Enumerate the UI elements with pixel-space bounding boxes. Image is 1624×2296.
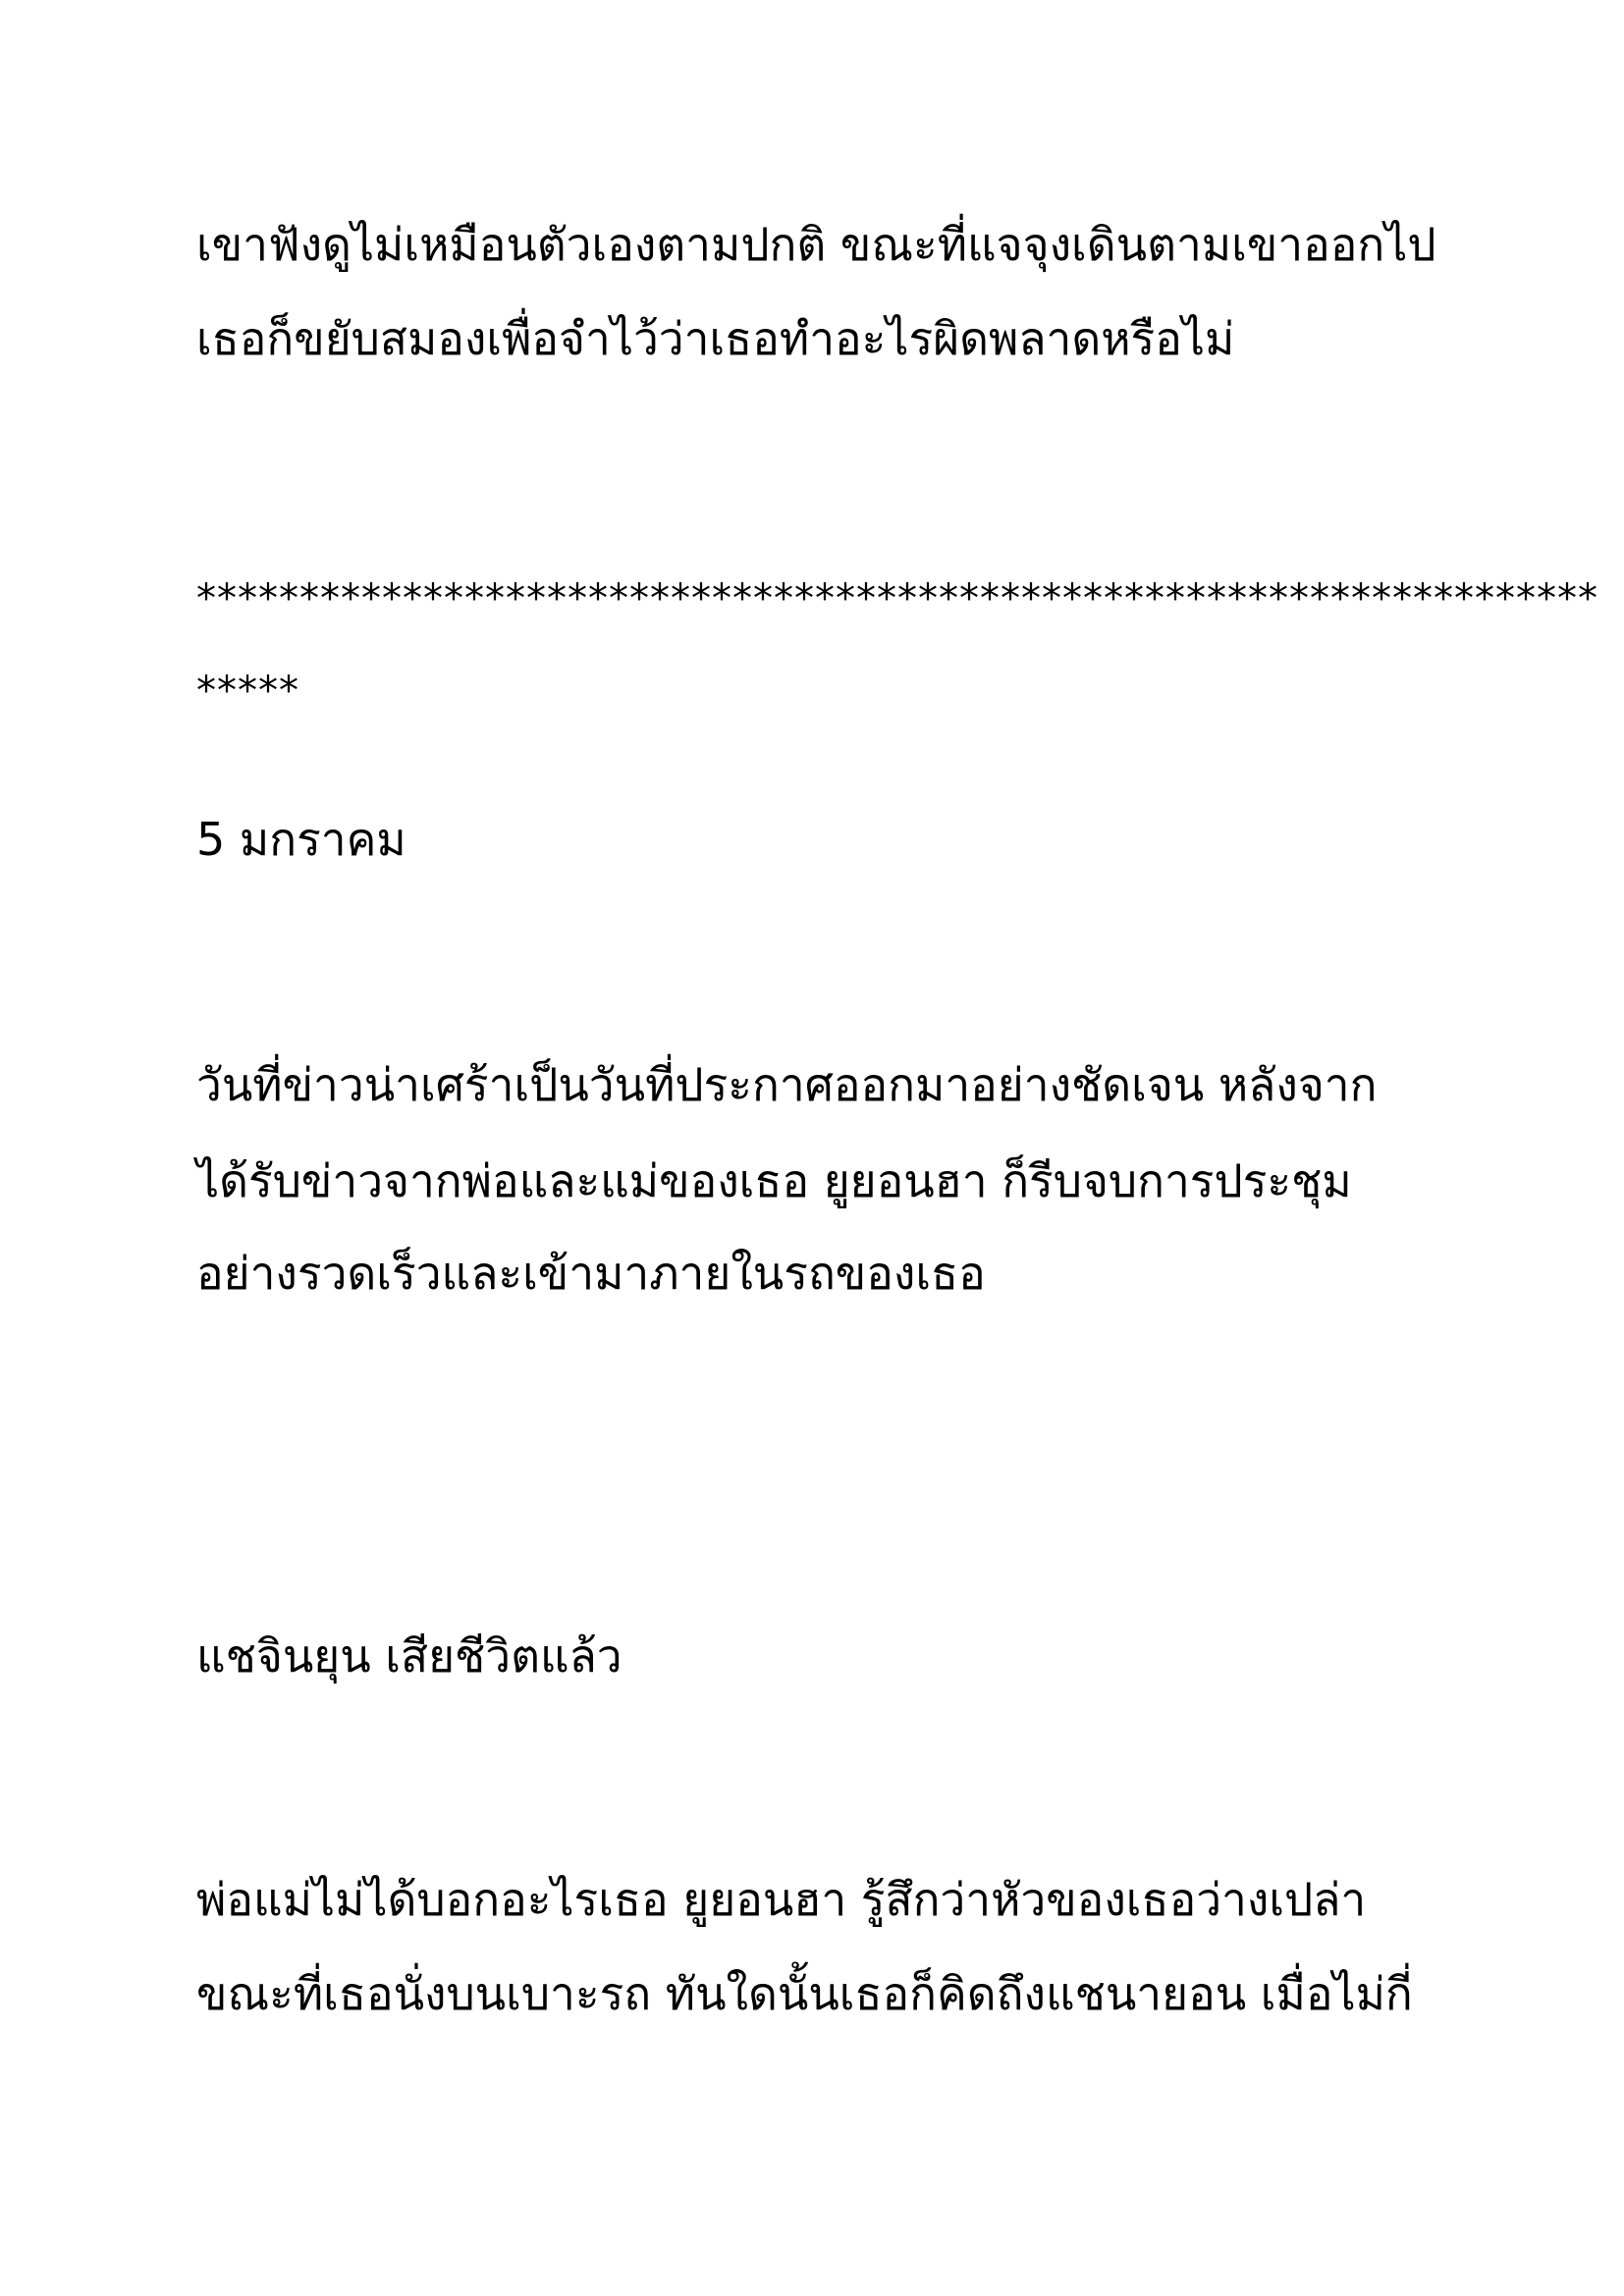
paragraph-line-7: พ่อแม่ไม่ได้บอกอะไรเธอ ยูยอนฮา รู้สึกว่าหัวของเธอว่างเปล่า: [196, 1873, 1367, 1926]
paragraph-line-8: ขณะที่เธอนั่งบนเบาะรถ ทันใดนั้นเธอก็คิดถึงแชนายอน เมื่อไม่กี่: [196, 1967, 1413, 2020]
paragraph-line-1: เขาฟังดูไม่เหมือนตัวเองตามปกติ ขณะที่แจจุงเดินตามเขาออกไป: [196, 218, 1436, 271]
paragraph-line-6: แชจินยุน เสียชีวิตแล้ว: [196, 1629, 623, 1682]
paragraph-line-3: วันที่ข่าวน่าเศร้าเป็นวันที่ประกาศออกมาอย่างชัดเจน หลังจาก: [196, 1058, 1378, 1111]
separator-stars-line-1: ********************************************************************: [196, 576, 1598, 621]
paragraph-line-4: ได้รับข่าวจากพ่อและแม่ของเธอ ยูยอนฮา ก็รีบจบการประชุม: [196, 1154, 1352, 1207]
date-heading: 5 มกราคม: [196, 813, 406, 866]
paragraph-line-5: อย่างรวดเร็วและเข้ามาภายในรถของเธอ: [196, 1247, 986, 1300]
separator-stars-line-2: *****: [196, 668, 299, 714]
paragraph-line-2: เธอก็ขยับสมองเพื่อจำไว้ว่าเธอทำอะไรผิดพลาดหรือไม่: [196, 312, 1235, 365]
